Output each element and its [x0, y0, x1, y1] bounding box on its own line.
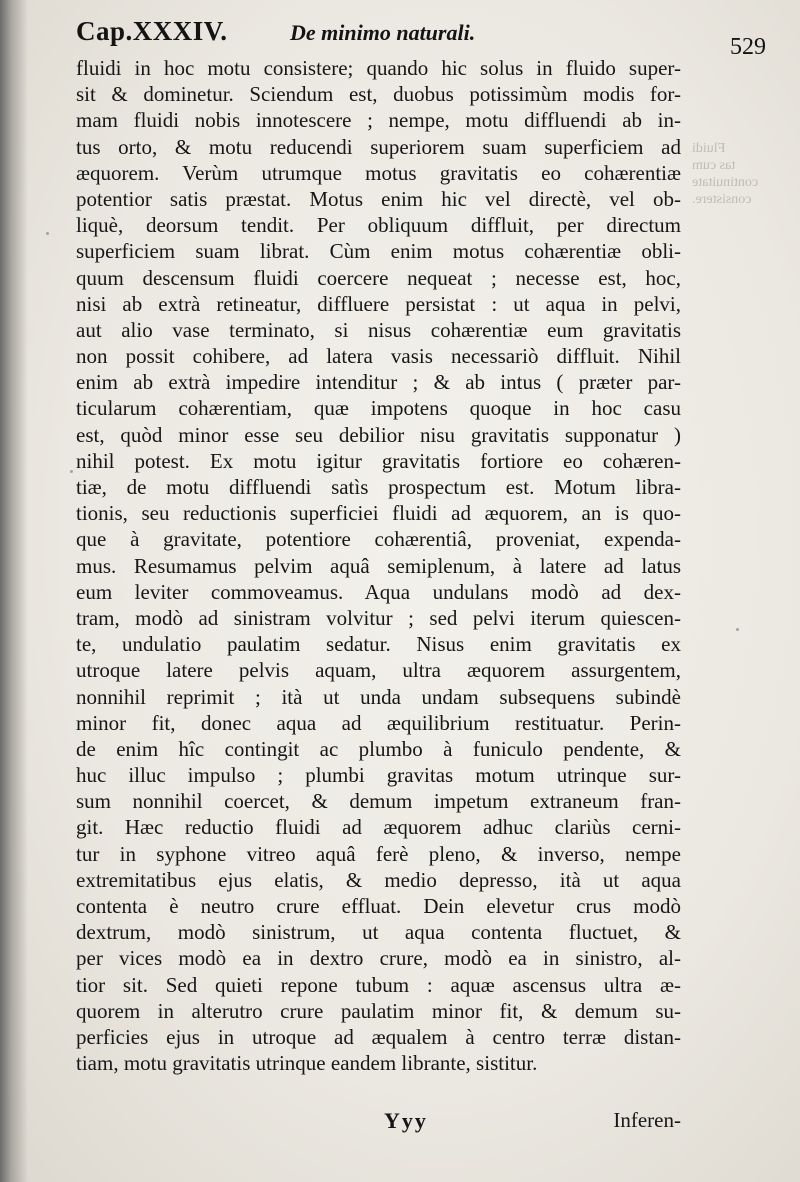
text-line: per vices modò ea in dextro crure, modò ea in sinistro, al- [76, 946, 681, 971]
text-line: te, undulatio paulatim sedatur. Nisus enim gravitatis ex [76, 632, 681, 657]
text-line: tior sit. Sed quieti repone tubum : aquæ ascensus ultra æ- [76, 972, 681, 997]
text-line: potentior satis præstat. Motus enim hic vel directè, vel ob- [76, 186, 681, 211]
text-line: nonnihil reprimit ; ità ut unda undam subsequens subindè [76, 684, 681, 709]
text-line: non possit cohibere, ad latera vasis necessariò diffluit. Nihil [76, 344, 681, 369]
text-line: extremitatibus ejus elatis, & medio depresso, ità ut aqua [76, 867, 681, 892]
text-line: nihil potest. Ex motu igitur gravitatis fortiore eo cohæren- [76, 448, 681, 473]
text-line: mam fluidi nobis innotescere ; nempe, motu diffluendi ab in- [76, 108, 681, 133]
paper-speck [70, 470, 73, 473]
paper-speck [46, 232, 49, 235]
signature-mark: Yyy [384, 1108, 428, 1133]
text-line: perficies ejus in utroque ad æqualem à centro terræ distan- [76, 1024, 681, 1049]
text-line: tiæ, de motu diffluendi satìs prospectum est. Motum libra- [76, 475, 681, 499]
text-line: æquorem. Verùm utrumque motus gravitatis eo cohærentiæ [76, 160, 681, 185]
text-line: mus. Resumamus pelvim aquâ semiplenum, à latere ad latus [76, 553, 681, 578]
text-line: quorem in alterutro crure paulatim minor fit, & demum su- [76, 998, 681, 1023]
text-line: aut alio vase terminato, si nisus cohærentiæ eum gravitatis [76, 317, 681, 342]
page-number: 529 [730, 34, 766, 60]
text-line: sum nonnihil coercet, & demum impetum extraneum fran- [76, 789, 681, 814]
text-line: quum descensum fluidi coercere nequeat ; necesse est, hoc, [76, 265, 681, 290]
text-line: liquè, deorsum tendit. Per obliquum diffluit, per directum [76, 213, 681, 238]
text-line: huc illuc impulso ; plumbi gravitas motum utrinque sur- [76, 763, 681, 788]
binding-gutter-shadow [0, 0, 28, 1182]
show-through-bleed: Fluidi tas cum continuitate consistere. [692, 141, 759, 207]
text-line: tus orto, & motu reducendi superiorem suam superficiem ad [76, 134, 681, 159]
running-chapter: Cap.XXXIV. [76, 16, 228, 46]
text-line: fluidi in hoc motu consistere; quando hic solus in fluido super- [76, 56, 681, 80]
text-line: de enim hîc contingit ac plumbo à funiculo pendente, & [76, 736, 681, 761]
text-line: enim ab extrà impedire intenditur ; & ab intus ( præter par- [76, 370, 681, 395]
text-line: est, quòd minor esse seu debilior nisu gravitatis supponatur ) [76, 422, 681, 447]
text-line: tionis, seu reductionis superficiei fluidi ad æquorem, an is quo- [76, 501, 681, 526]
text-line: git. Hæc reductio fluidi ad æquorem adhuc clariùs cerni- [76, 815, 681, 840]
text-line: dextrum, modò sinistrum, ut aqua contenta fluctuet, & [76, 920, 681, 945]
text-line: que à gravitate, potentiore cohærentiâ, proveniat, expenda- [76, 527, 681, 552]
text-line: ticularum cohærentiam, quæ impotens quoque in hoc casu [76, 396, 681, 421]
text-line: utroque latere pelvis aquam, ultra æquorem assurgentem, [76, 658, 681, 683]
text-line: tiam, motu gravitatis utrinque eandem librante, sistitur. [76, 1051, 538, 1076]
catchword: Inferen- [613, 1108, 681, 1132]
text-line: minor fit, donec aqua ad æquilibrium restituatur. Perin- [76, 710, 681, 735]
paper-speck [736, 628, 739, 631]
text-line: superficiem suam librat. Cùm enim motus cohærentiæ obli- [76, 239, 681, 264]
text-line: contenta è neutro crure effluat. Dein elevetur crus modò [76, 894, 681, 918]
running-title: De minimo naturali. [290, 20, 476, 45]
body-text [76, 55, 681, 1076]
text-line: eum leviter commoveamus. Aqua undulans modò ad dex- [76, 579, 681, 604]
text-line: sit & dominetur. Sciendum est, duobus potissimùm modis for- [76, 82, 681, 107]
text-line: tram, modò ad sinistram volvitur ; sed pelvi iterum quiescen- [76, 605, 681, 630]
text-line: tur in syphone vitreo aquâ ferè pleno, & inverso, nempe [76, 841, 681, 866]
running-header [76, 12, 766, 60]
page-footer [76, 1108, 681, 1138]
text-line: nisi ab extrà retineatur, diffluere persistat : ut aqua in pelvi, [76, 291, 681, 316]
